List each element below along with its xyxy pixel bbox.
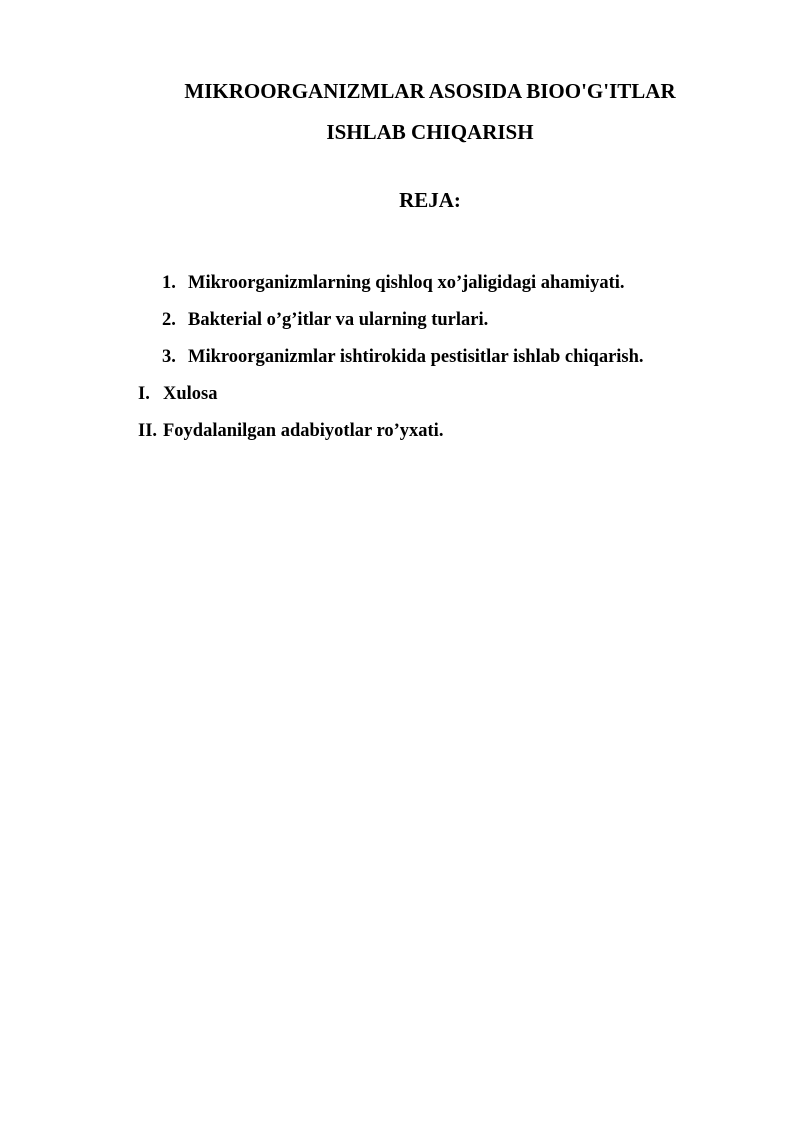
list-item-number: 3.: [162, 347, 176, 367]
document-title-line-1: MIKROORGANIZMLAR ASOSIDA BIOO'G'ITLAR: [184, 79, 676, 103]
list-item-text: Bakterial o’g’itlar va ularning turlari.: [188, 310, 489, 330]
list-item-text: Xulosa: [163, 384, 218, 404]
plan-heading: REJA:: [399, 188, 461, 212]
list-item-number: I.: [138, 384, 150, 404]
list-item-text: Mikroorganizmlarning qishloq xo’jaligidagi ahamiyati.: [188, 273, 625, 293]
list-item-number: 2.: [162, 310, 176, 330]
list-item-text: Foydalanilgan adabiyotlar ro’yxati.: [163, 421, 444, 441]
list-item-number: 1.: [162, 273, 176, 293]
list-item-text: Mikroorganizmlar ishtirokida pestisitlar ishlab chiqarish.: [188, 347, 644, 367]
document-title-line-2: ISHLAB CHIQARISH: [326, 120, 534, 144]
list-item-number: II.: [138, 421, 158, 441]
